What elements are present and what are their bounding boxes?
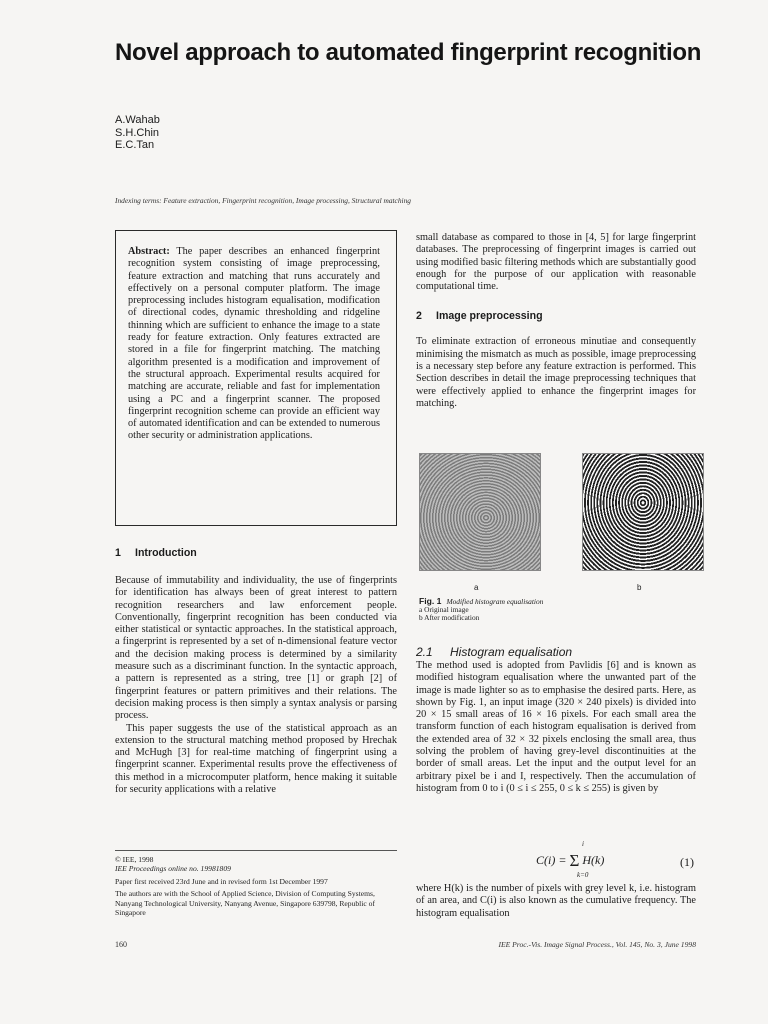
section-title: Introduction	[135, 547, 197, 559]
figure-label-b: b	[637, 583, 642, 592]
figure-title: Modified histogram equalisation	[446, 597, 544, 606]
proceedings-line: IEE Proceedings online no. 19981809	[115, 864, 231, 874]
affiliation-line: The authors are with the School of Applied Science, Division of Computing Systems, Nanyang Technological University, Nanyang Avenue, Singapore 639798, Republic of Singapore	[115, 889, 375, 918]
subsection-number: 2.1	[416, 645, 433, 659]
section-heading	[416, 310, 696, 322]
equation-rhs: H(k)	[582, 853, 605, 867]
page-number: 160	[115, 940, 127, 949]
subsection-heading	[416, 645, 696, 659]
abstract-box	[115, 230, 397, 526]
sum-symbol: Σ	[569, 851, 580, 870]
copyright-line: © IEE, 1998	[115, 855, 154, 864]
fingerprint-modified-image	[582, 453, 704, 571]
footnote-block	[115, 850, 397, 917]
section-title: Image preprocessing	[436, 310, 543, 323]
equation-lhs: C(i) =	[536, 853, 570, 867]
equation-number: (1)	[680, 855, 694, 869]
received-line: Paper first received 23rd June and in revised form 1st December 1997	[115, 876, 328, 886]
body-paragraph: This paper suggests the use of the statistical approach as an extension to the structural matching method proposed by Hrechak and McHugh [3] for real-time matching of fingerprint using a fingerprint scanner. Experimental results prove the effectiveness of this method in a microcomputer platform, hence making it suitable for security applications with a relative	[115, 722, 397, 796]
fingerprint-original-image	[419, 453, 541, 571]
author-name: A.Wahab	[115, 114, 160, 126]
section-number: 1	[115, 547, 121, 559]
left-column	[115, 547, 397, 796]
body-paragraph: The method used is adopted from Pavlidis [6] and is known as modified histogram equalisation where the unwanted part of the image is made lighter so as to emphasise the desired parts. Here, as shown by Fig. 1, an input image (320 × 240 pixels) is divided into 20 × 15 small areas of 16 × 16 pixels. For each small area the transform function of each histogram equalisation is derived from the extended area of 32 × 32 pixels enclosing the small area, thus solving the problem of having grey-level discontinuities at the border of small areas. Let the input and the output level for an arbitrary pixel be i and I, respectively. Then the accumulation of histogram from 0 to i (0 ≤ i ≤ 255, 0 ≤ k ≤ 255) is given by	[416, 660, 696, 794]
figure-caption	[419, 597, 695, 623]
right-column	[416, 232, 696, 410]
body-paragraph: where H(k) is the number of pixels with grey level k, i.e. histogram of an area, and C(i) is also known as the cumulative frequency. The histogram equalisation	[416, 883, 696, 919]
figure-label-a: a	[474, 583, 479, 592]
section-heading	[115, 547, 397, 559]
body-paragraph: small database as compared to those in [4, 5] for large fingerprint databases. The preprocessing of fingerprint images is carried out using modified basic filtering methods which are substantially good enough for the purpose of our application with reasonable computational time.	[416, 232, 696, 293]
sum-upper-limit: i	[582, 840, 584, 848]
equation-1	[416, 840, 696, 885]
author-list	[115, 114, 160, 152]
figure-number: Fig. 1	[419, 596, 442, 606]
index-terms: Indexing terms: Feature extraction, Fingerprint recognition, Image processing, Structural matching	[115, 196, 411, 205]
section-number: 2	[416, 310, 422, 323]
sum-lower-limit: k=0	[577, 871, 589, 879]
abstract-label: Abstract:	[128, 246, 170, 257]
body-paragraph: To eliminate extraction of erroneous minutiae and consequently minimising the mismatch as much as possible, image preprocessing is a necessary step before any feature extraction is performed. This Section describes in detail the image preprocessing techniques that were effectively applied to enhance the fingerprint images for matching.	[416, 336, 696, 409]
right-column-lower	[416, 645, 696, 795]
journal-footer: IEE Proc.-Vis. Image Signal Process., Vol. 145, No. 3, June 1998	[498, 940, 696, 949]
body-paragraph: Because of immutability and individuality, the use of fingerprints for identification has always been of great interest to pattern recognition researchers and law enforcement people. Conventionally, fingerprint recognition has been conducted via either statistical or syntactic approaches. In the statistical approach, a fingerprint is represented by a set of n-dimensional feature vector and the decision making process is determined by a similarity measure such as a discriminant function. In the syntactic approach, a pattern is represented as a string, tree [1] or graph [2] of fingerprint features or pattern primitives and their relations. The decision making process is then simply a syntax analysis or parsing process.	[115, 575, 397, 722]
author-name: E.C.Tan	[115, 139, 155, 151]
right-column-bottom	[416, 883, 696, 920]
figure-subcaption-b: b After modification	[419, 613, 480, 623]
figure-subcaption-a: a Original image	[419, 605, 469, 615]
abstract-text: The paper describes an enhanced fingerprint recognition system consisting of image preprocessing, feature extraction and matching that runs accurately and effectively on a personal computer platform. The image preprocessing includes histogram equalisation, modification of directional codes, dynamic thresholding and ridgeline thinning which are sufficient to enhance the image to a state ready for feature extraction. Only features extracted are stored in a file for fingerprint matching. The matching algorithm presented is a modification and improvement of the structural approach. Experimental results acquired for matching are accurate, reliable and fast for implementation using a PC and a fingerprint scanner. The proposed fingerprint recognition scheme can provide an efficient way of automated identification and can be extended to numerous other security or administration applications.	[128, 246, 381, 442]
abstract-paragraph	[128, 246, 380, 443]
equation-expression	[536, 840, 605, 879]
author-name: S.H.Chin	[115, 126, 160, 139]
paper-title: Novel approach to automated fingerprint recognition	[115, 39, 702, 66]
subsection-title: Histogram equalisation	[450, 645, 573, 659]
